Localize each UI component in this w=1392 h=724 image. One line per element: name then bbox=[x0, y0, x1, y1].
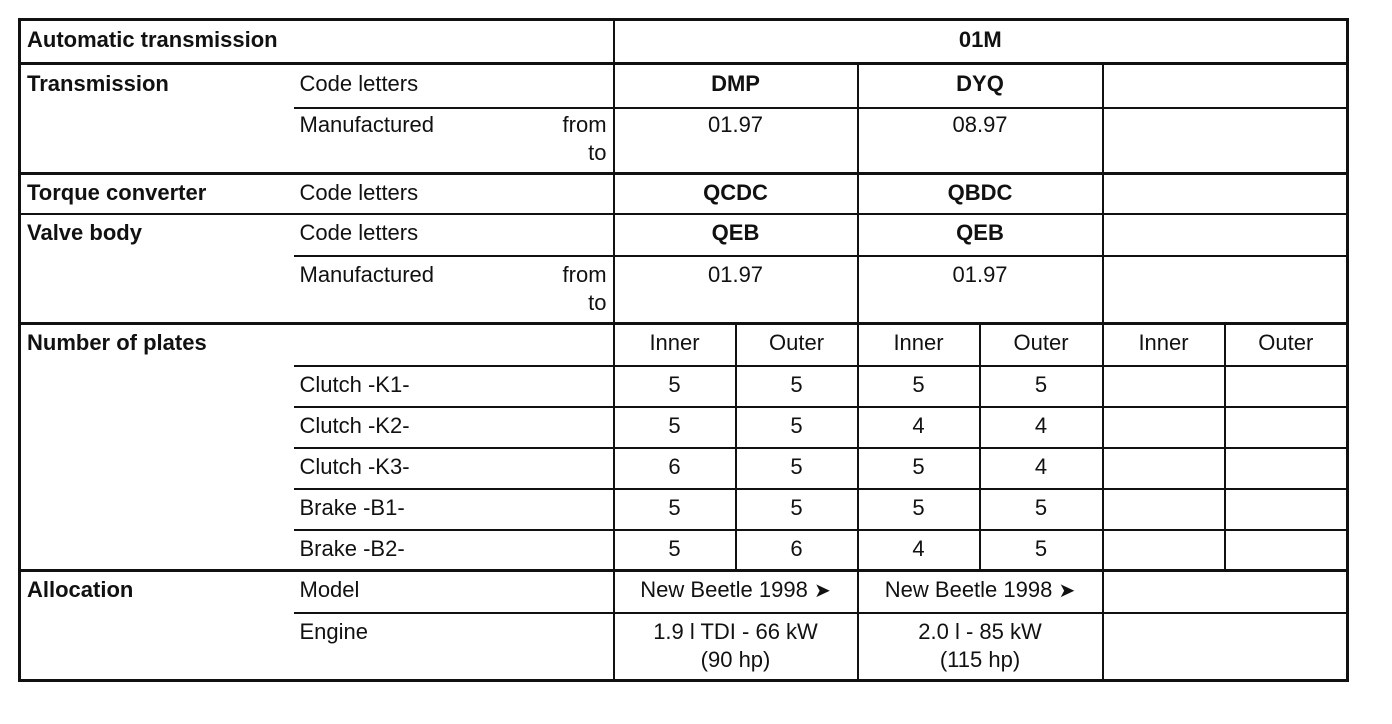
plate-value bbox=[1225, 366, 1348, 407]
plate-label: Brake -B2- bbox=[294, 530, 614, 571]
plate-value: 5 bbox=[614, 489, 736, 530]
from-label: from bbox=[562, 111, 607, 137]
inner-header: Inner bbox=[858, 324, 980, 366]
manufactured-value bbox=[1103, 256, 1348, 324]
blank-cell bbox=[20, 108, 294, 174]
manufactured-value: 01.97 bbox=[614, 256, 858, 324]
blank-cell bbox=[20, 530, 294, 571]
plate-value bbox=[1103, 366, 1225, 407]
arrow-right-icon: ➤ bbox=[813, 580, 831, 602]
blank-cell bbox=[20, 448, 294, 489]
plates-row-b2 bbox=[20, 530, 1348, 571]
to-label: to bbox=[588, 139, 607, 165]
torque-converter-row bbox=[20, 174, 1348, 214]
code-value bbox=[1103, 214, 1348, 256]
plate-value bbox=[1225, 489, 1348, 530]
engine-cell bbox=[1103, 613, 1348, 681]
manufactured-cell bbox=[294, 256, 614, 324]
plate-value: 5 bbox=[858, 448, 980, 489]
plate-label: Clutch -K3- bbox=[294, 448, 614, 489]
inner-header: Inner bbox=[1103, 324, 1225, 366]
transmission-spec-table bbox=[18, 18, 1349, 682]
model-cell bbox=[858, 571, 1103, 613]
plate-value: 6 bbox=[736, 530, 858, 571]
plate-label: Brake -B1- bbox=[294, 489, 614, 530]
manufactured-value: 01.97 bbox=[858, 256, 1103, 324]
engine-value-line2: (115 hp) bbox=[939, 646, 1021, 672]
code-value bbox=[1103, 64, 1348, 108]
plate-value bbox=[1103, 530, 1225, 571]
section-allocation: Allocation bbox=[20, 571, 294, 613]
section-torque-converter: Torque converter bbox=[20, 174, 294, 214]
outer-header: Outer bbox=[980, 324, 1103, 366]
table-title: Automatic transmission bbox=[20, 20, 614, 64]
plate-value bbox=[1225, 407, 1348, 448]
plates-row-b1 bbox=[20, 489, 1348, 530]
valve-body-code-row bbox=[20, 214, 1348, 256]
code-value: DMP bbox=[614, 64, 858, 108]
plate-value bbox=[1225, 448, 1348, 489]
code-letters-label: Code letters bbox=[294, 214, 614, 256]
inner-header: Inner bbox=[614, 324, 736, 366]
engine-value-line2: (90 hp) bbox=[700, 646, 771, 672]
engine-cell bbox=[858, 613, 1103, 681]
blank-cell bbox=[20, 256, 294, 324]
engine-value-line1: 2.0 l - 85 kW bbox=[918, 618, 1042, 644]
allocation-model-row bbox=[20, 571, 1348, 613]
from-label: from bbox=[562, 261, 607, 287]
plate-value: 5 bbox=[858, 489, 980, 530]
plates-row-k3 bbox=[20, 448, 1348, 489]
plate-value: 5 bbox=[980, 530, 1103, 571]
manufactured-value: 08.97 bbox=[858, 108, 1103, 174]
code-value: QEB bbox=[858, 214, 1103, 256]
blank-cell bbox=[20, 366, 294, 407]
section-valve-body: Valve body bbox=[20, 214, 294, 256]
plate-label: Clutch -K2- bbox=[294, 407, 614, 448]
plate-value: 5 bbox=[980, 489, 1103, 530]
plate-value: 4 bbox=[980, 407, 1103, 448]
arrow-right-icon: ➤ bbox=[1058, 580, 1076, 602]
plate-value: 6 bbox=[614, 448, 736, 489]
plate-value bbox=[1225, 530, 1348, 571]
blank-cell bbox=[20, 407, 294, 448]
model-cell bbox=[614, 571, 858, 613]
plate-value: 4 bbox=[858, 407, 980, 448]
code-value: DYQ bbox=[858, 64, 1103, 108]
plates-header-row bbox=[20, 324, 1348, 366]
plates-row-k1 bbox=[20, 366, 1348, 407]
plates-row-k2 bbox=[20, 407, 1348, 448]
allocation-engine-row bbox=[20, 613, 1348, 681]
code-letters-label: Code letters bbox=[294, 174, 614, 214]
model-label: Model bbox=[294, 571, 614, 613]
blank-cell bbox=[294, 324, 614, 366]
plate-value: 5 bbox=[736, 407, 858, 448]
plate-value: 5 bbox=[736, 448, 858, 489]
valve-body-manufactured-row bbox=[20, 256, 1348, 324]
section-transmission: Transmission bbox=[20, 64, 294, 108]
plate-value: 5 bbox=[614, 530, 736, 571]
model-value: New Beetle 1998 bbox=[884, 577, 1053, 602]
plate-value: 5 bbox=[980, 366, 1103, 407]
code-letters-label: Code letters bbox=[294, 64, 614, 108]
engine-label: Engine bbox=[294, 613, 614, 681]
code-value bbox=[1103, 174, 1348, 214]
plate-value: 5 bbox=[858, 366, 980, 407]
plate-value bbox=[1103, 489, 1225, 530]
code-value: QCDC bbox=[614, 174, 858, 214]
plate-value: 5 bbox=[736, 489, 858, 530]
engine-cell bbox=[614, 613, 858, 681]
manufactured-label: Manufactured bbox=[299, 261, 435, 287]
blank-cell bbox=[20, 489, 294, 530]
transmission-code: 01M bbox=[614, 20, 1348, 64]
transmission-code-row bbox=[20, 64, 1348, 108]
plate-label: Clutch -K1- bbox=[294, 366, 614, 407]
plate-value: 4 bbox=[980, 448, 1103, 489]
model-value bbox=[1103, 571, 1348, 613]
manufactured-label: Manufactured bbox=[299, 111, 435, 137]
section-number-of-plates: Number of plates bbox=[20, 324, 294, 366]
model-value: New Beetle 1998 bbox=[640, 577, 808, 602]
blank-cell bbox=[20, 613, 294, 681]
header-row bbox=[20, 20, 1348, 64]
to-label: to bbox=[588, 289, 607, 315]
engine-value-line1: 1.9 l TDI - 66 kW bbox=[653, 618, 818, 644]
manufactured-value bbox=[1103, 108, 1348, 174]
plate-value: 5 bbox=[736, 366, 858, 407]
plate-value: 5 bbox=[614, 407, 736, 448]
plate-value bbox=[1103, 448, 1225, 489]
plate-value: 5 bbox=[614, 366, 736, 407]
manufactured-value: 01.97 bbox=[614, 108, 858, 174]
code-value: QBDC bbox=[858, 174, 1103, 214]
outer-header: Outer bbox=[1225, 324, 1348, 366]
plate-value: 4 bbox=[858, 530, 980, 571]
transmission-manufactured-row bbox=[20, 108, 1348, 174]
plate-value bbox=[1103, 407, 1225, 448]
code-value: QEB bbox=[614, 214, 858, 256]
outer-header: Outer bbox=[736, 324, 858, 366]
manufactured-cell bbox=[294, 108, 614, 174]
